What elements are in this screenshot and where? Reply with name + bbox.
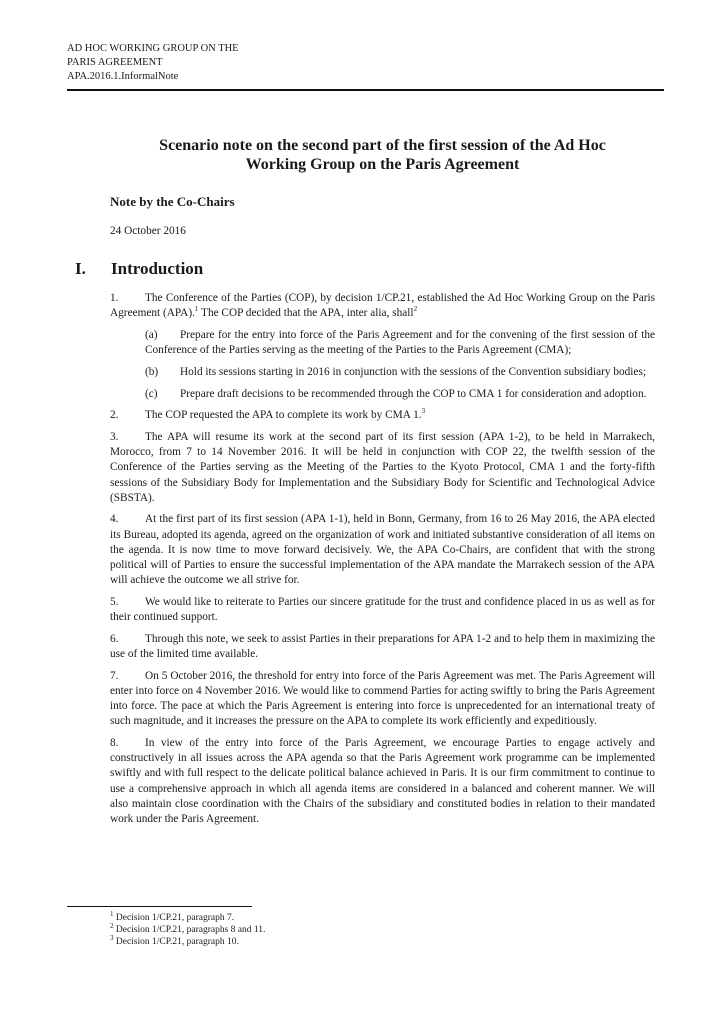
paragraph-5 [110, 595, 655, 625]
subparagraph-text: Prepare draft decisions to be recommended through the COP to CMA 1 for consideration and adoption. [180, 387, 647, 400]
paragraph-2 [110, 408, 655, 423]
document-body [110, 291, 655, 834]
footnote-ref[interactable]: 3 [421, 407, 426, 416]
paragraph-number: 2. [110, 409, 119, 422]
subparagraph-c [145, 387, 655, 402]
footnote-number: 3 [110, 933, 114, 942]
document-header [67, 42, 239, 84]
header-divider [67, 89, 664, 91]
paragraph-3 [110, 430, 655, 506]
paragraph-text: On 5 October 2016, the threshold for entry into force of the Paris Agreement was met. The Paris Agreement will enter into force on 4 November 2016. We would like to commend Parties for acting swiftly to bring the Paris Agreement into force. The pace at which the Paris Agreement is entering into force is unprecedented for an international treaty of such magnitude, and it increases the pressure on the APA to complete its work efficiently and expeditiously. [110, 669, 655, 728]
paragraph-number: 8. [110, 737, 119, 750]
document-date: 24 October 2016 [110, 225, 186, 237]
subparagraph-label: (b) [145, 365, 159, 378]
paragraph-1 [110, 291, 655, 321]
paragraph-number: 1. [110, 292, 119, 304]
subparagraph-b [145, 365, 655, 380]
section-number: I. [75, 259, 86, 278]
footnote-text: Decision 1/CP.21, paragraph 7. [113, 913, 235, 923]
paragraph-text: The APA will resume its work at the second part of its first session (APA 1-2), to be held in Marrakech, Morocco, from 7 to 14 November 2016. It will be held in conjunction with COP 22, the twelfth session of the Conference of the Parties serving as the Meeting of the Parties to the Kyoto Protocol, CMA 1 and the forty-fifth sessions of the Subsidiary Body for Implementation and the Subsidiary Body for Scientific and Technological Advice (SBSTA). [110, 430, 655, 504]
document-symbol: APA.2016.1.InformalNote [67, 71, 179, 82]
note-by-subtitle: Note by the Co-Chairs [110, 194, 235, 209]
paragraph-number: 5. [110, 595, 119, 608]
footnote-number: 1 [110, 909, 114, 918]
section-heading [75, 259, 203, 279]
paragraph-text: Through this note, we seek to assist Parties in their preparations for APA 1-2 and to help them in maximizing the use of the limited time available. [110, 632, 655, 661]
subparagraph-label: (a) [145, 328, 158, 341]
subparagraph-a [145, 328, 655, 358]
subparagraph-text: Hold its sessions starting in 2016 in conjunction with the sessions of the Convention subsidiary bodies; [180, 365, 646, 378]
footnote-ref[interactable]: 2 [413, 305, 418, 314]
subparagraph-text: Prepare for the entry into force of the Paris Agreement and for the convening of the first session of the Conference of the Parties serving as the meeting of the Parties to the Paris Agreement (CMA); [145, 328, 655, 357]
paragraph-text: The COP decided that the APA, inter alia, shall [198, 307, 414, 320]
paragraph-number: 3. [110, 430, 119, 443]
footnote-text: Decision 1/CP.21, paragraphs 8 and 11. [113, 925, 266, 935]
header-line-2: PARIS AGREEMENT [67, 57, 163, 68]
footnote-text: Decision 1/CP.21, paragraph 10. [113, 937, 239, 947]
footnotes [110, 909, 266, 948]
paragraph-7 [110, 669, 655, 730]
paragraph-number: 7. [110, 669, 119, 682]
paragraph-number: 6. [110, 632, 119, 645]
title-line-2: Working Group on the Paris Agreement [245, 156, 520, 173]
footnote-number: 2 [110, 921, 114, 930]
paragraph-number: 4. [110, 513, 119, 526]
header-line-1: AD HOC WORKING GROUP ON THE [67, 43, 239, 54]
footnote-2 [110, 921, 266, 936]
footnote-1 [110, 909, 265, 924]
footnote-3 [110, 933, 265, 948]
footnote-divider [67, 906, 252, 907]
subparagraph-label: (c) [145, 387, 158, 400]
section-title: Introduction [111, 259, 204, 278]
paragraph-text: The COP requested the APA to complete its work by CMA 1. [145, 409, 422, 422]
footnote-ref[interactable]: 1 [194, 305, 199, 314]
paragraph-6 [110, 632, 655, 662]
paragraph-4 [110, 512, 655, 588]
paragraph-text: In view of the entry into force of the Paris Agreement, we encourage Parties to engage actively and constructively in all issues across the APA agenda so that the Paris Agreement work programme can be implemented swiftly and with full respect to the delicate political balance achieved in Paris. It is our firm commitment to continue to use a comprehensive approach in which all agenda items are considered in a balanced and coherent manner. We will also maintain close coordination with the Chairs of the subsidiary and constituted bodies in relation to their mandated work under the Paris Agreement. [110, 737, 655, 826]
document-title [110, 136, 655, 174]
paragraph-text: The Conference of the Parties (COP), by decision 1/CP.21, established the Ad Hoc Working Group on the Paris Agreement (APA). [110, 292, 655, 320]
paragraph-8 [110, 736, 655, 827]
paragraph-text: At the first part of its first session (APA 1-1), held in Bonn, Germany, from 16 to 26 May 2016, the APA elected its Bureau, adopted its agenda, agreed on the organization of work and initiated substantive consideration of all items on the agenda. It is now time to move forward decisively. We, the APA Co-Chairs, are confident that with the strong political will of Parties to ensure the successful implementation of the APA mandate the Marrakech session of the APA will achieve the outcome we all strive for. [110, 513, 655, 587]
title-line-1: Scenario note on the second part of the first session of the Ad Hoc [159, 137, 606, 154]
paragraph-text: We would like to reiterate to Parties our sincere gratitude for the trust and confidence placed in us as well as for their continued support. [110, 595, 655, 624]
